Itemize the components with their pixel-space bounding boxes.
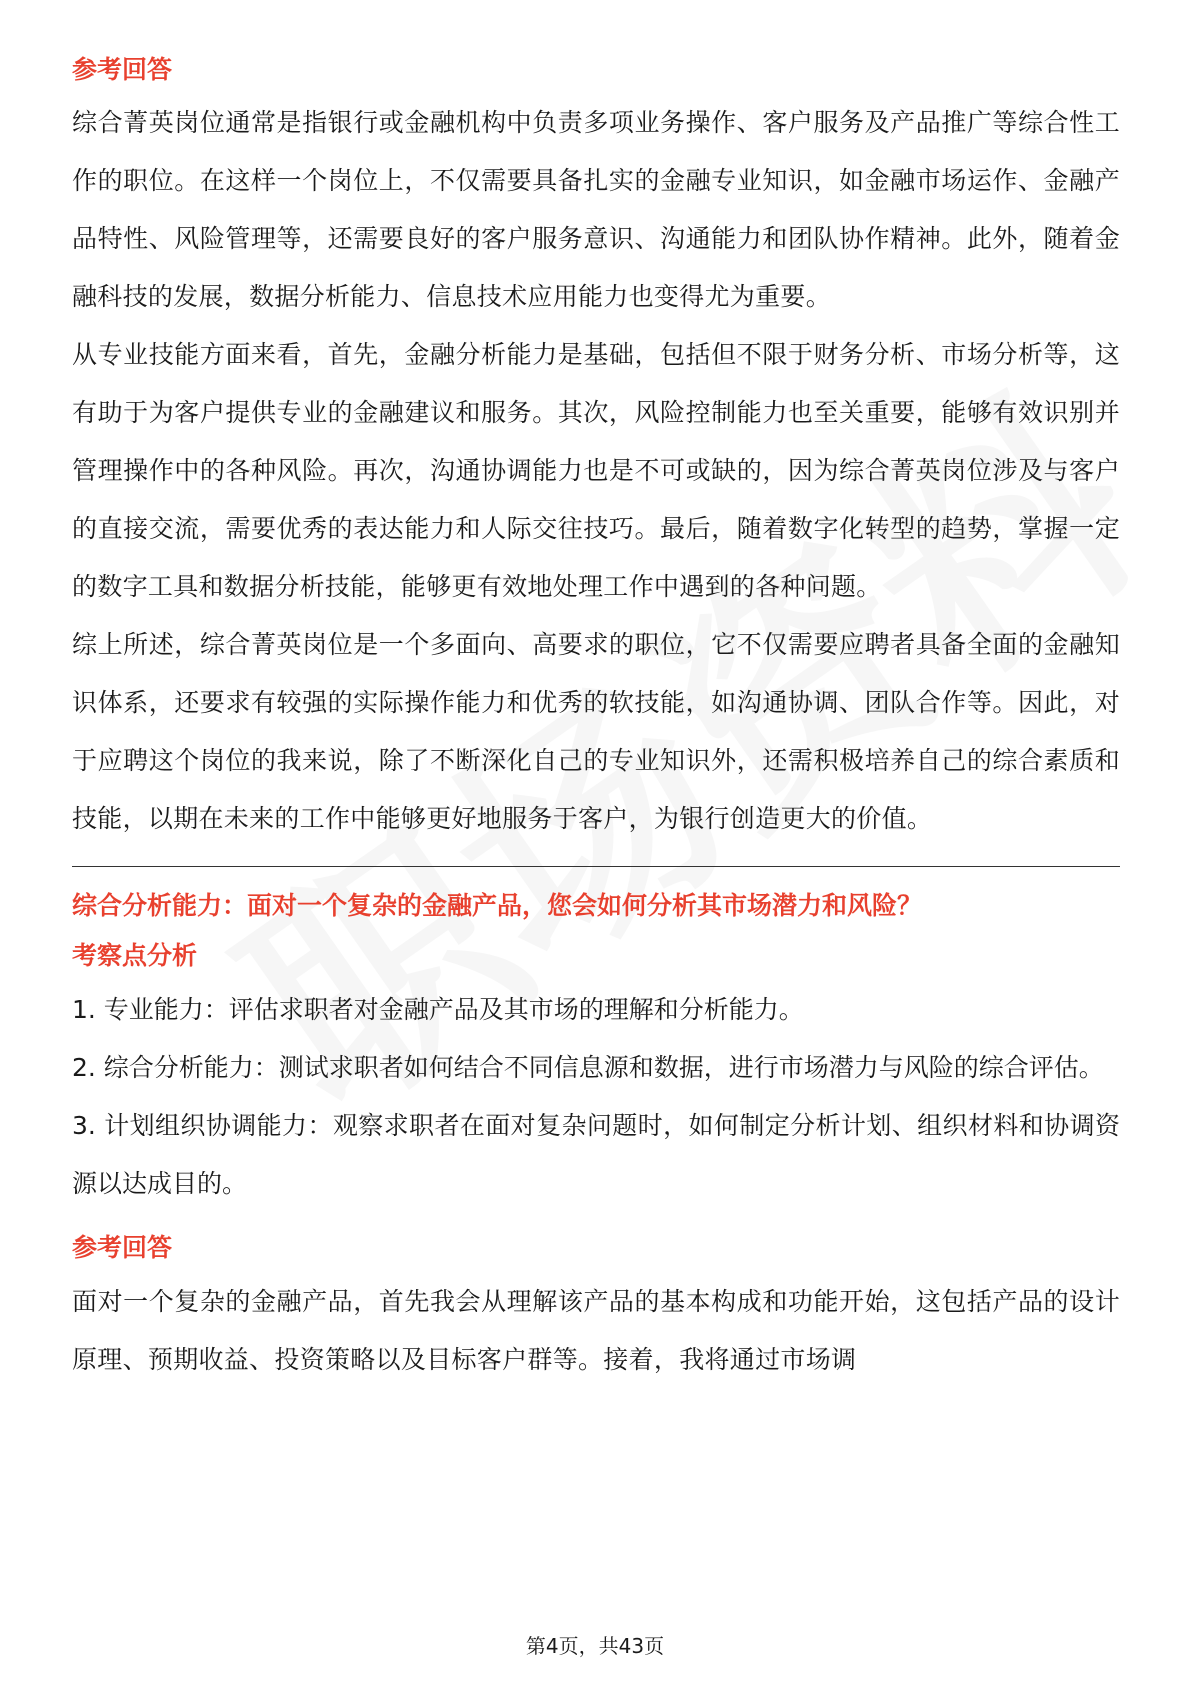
analysis-point: 3. 计划组织协调能力：观察求职者在面对复杂问题时，如何制定分析计划、组织材料和协调资源以达成目的。 — [72, 1111, 1120, 1198]
section-divider — [72, 866, 1120, 867]
answer-heading: 参考回答 — [72, 1233, 173, 1262]
page-number: 第4页，共43页 — [525, 1634, 665, 1658]
analysis-point: 2. 综合分析能力：测试求职者如何结合不同信息源和数据，进行市场潜力与风险的综合评估。 — [72, 1053, 1104, 1082]
analysis-point: 1. 专业能力：评估求职者对金融产品及其市场的理解和分析能力。 — [72, 995, 804, 1024]
interview-question: 综合分析能力：面对一个复杂的金融产品，您会如何分析其市场潜力和风险？ — [72, 891, 923, 920]
answer-paragraph: 综合菁英岗位通常是指银行或金融机构中负责多项业务操作、客户服务及产品推广等综合性工作的职位。在这样一个岗位上，不仅需要具备扎实的金融专业知识，如金融市场运作、金融产品特性、风险管理等，还需要良好的客户服务意识、沟通能力和团队协作精神。此外，随着金融科技的发展，数据分析能力、信息技术应用能力也变得尤为重要。 — [72, 108, 1120, 311]
analysis-heading: 考察点分析 — [72, 941, 198, 970]
answer-paragraph: 面对一个复杂的金融产品，首先我会从理解该产品的基本构成和功能开始，这包括产品的设计原理、预期收益、投资策略以及目标客户群等。接着，我将通过市场调 — [72, 1287, 1120, 1374]
answer-heading: 参考回答 — [72, 55, 173, 84]
answer-paragraph: 从专业技能方面来看，首先，金融分析能力是基础，包括但不限于财务分析、市场分析等，这有助于为客户提供专业的金融建议和服务。其次，风险控制能力也至关重要，能够有效识别并管理操作中的各种风险。再次，沟通协调能力也是不可或缺的，因为综合菁英岗位涉及与客户的直接交流，需要优秀的表达能力和人际交往技巧。最后，随着数字化转型的趋势，掌握一定的数字工具和数据分析技能，能够更有效地处理工作中遇到的各种问题。 — [72, 340, 1120, 601]
answer-paragraph: 综上所述，综合菁英岗位是一个多面向、高要求的职位，它不仅需要应聘者具备全面的金融知识体系，还要求有较强的实际操作能力和优秀的软技能，如沟通协调、团队合作等。因此，对于应聘这个岗位的我来说，除了不断深化自己的专业知识外，还需积极培养自己的综合素质和技能，以期在未来的工作中能够更好地服务于客户，为银行创造更大的价值。 — [72, 630, 1120, 833]
document-page — [72, 50, 1120, 1389]
